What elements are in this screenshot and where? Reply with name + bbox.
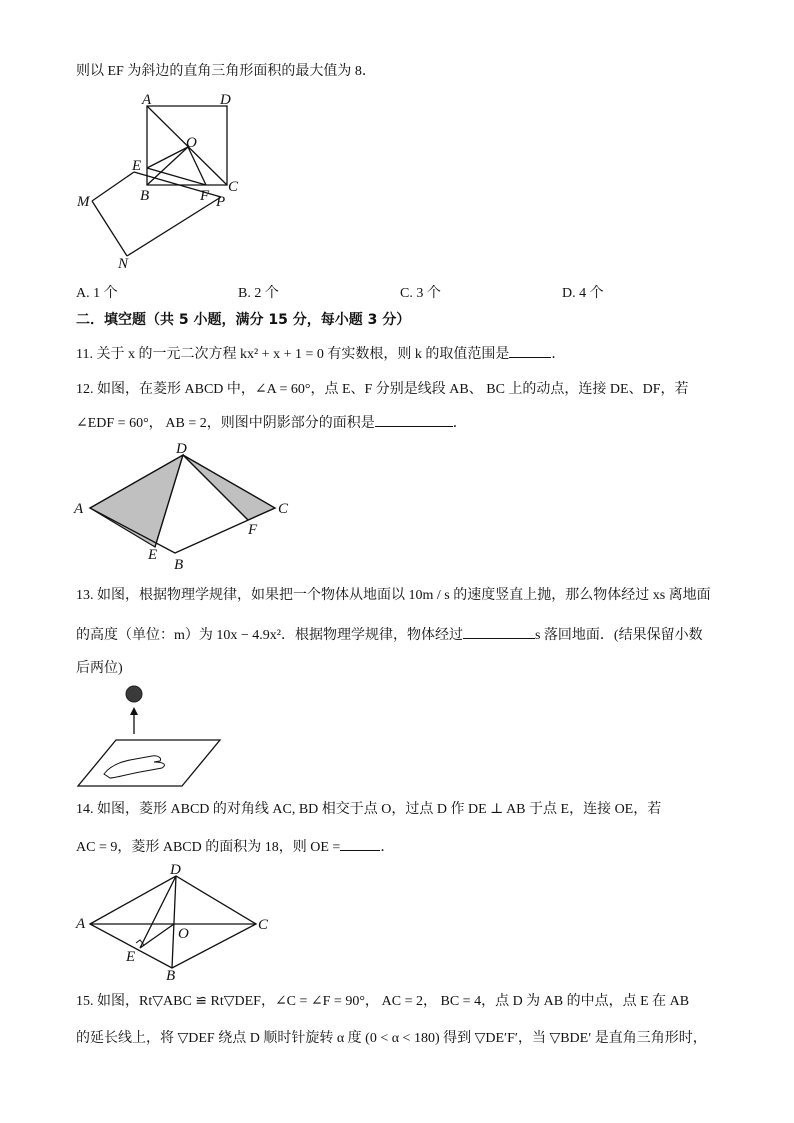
option-b: B. 2 个 (238, 286, 279, 301)
segment-oe (147, 147, 188, 168)
q10-options (76, 282, 676, 302)
option-a: A. 1 个 (76, 286, 118, 301)
label-b: B (174, 557, 184, 573)
q14-text: AC = 9，菱形 ABCD 的面积为 18，则 OE = (76, 840, 341, 855)
label-c: C (228, 179, 239, 195)
label-o: O (178, 926, 189, 942)
q13-answer-blank[interactable] (463, 624, 535, 639)
edge-mn (92, 201, 127, 256)
q12-line-1: 12. 如图，在菱形 ABCD 中，∠A = 60°，点 E、F 分别是线段 AB、 BC 上的动点，连接 DE、DF，若 (76, 382, 689, 397)
label-e: E (148, 547, 158, 563)
label-c: C (258, 917, 269, 933)
q12-answer-blank[interactable] (375, 412, 453, 427)
label-b: B (166, 968, 176, 984)
segment-de (140, 876, 176, 948)
hand-icon (104, 756, 164, 778)
label-f: F (200, 188, 210, 204)
q10-square-figure (70, 88, 270, 274)
q10-conclusion: 则以 EF 为斜边的直角三角形面积的最大值为 8． (76, 64, 376, 79)
q15-line-2: 的延长线上，将 ▽DEF 绕点 D 顺时针旋转 α 度 (0 < α < 180) 得到 ▽DE′F′，当 ▽BDE′ 是直角三角形时， (76, 1031, 707, 1046)
diagonal-bd (172, 876, 176, 968)
label-c: C (278, 501, 289, 517)
label-o: O (186, 135, 197, 151)
q12-end: ． (452, 416, 467, 431)
option-c: C. 3 个 (400, 286, 441, 301)
label-f: F (248, 522, 258, 538)
q11-end: ． (551, 347, 566, 362)
q13-line-1: 13. 如图，根据物理学规律，如果把一个物体从地面以 10m / s 的速度竖直上抛，那么物体经过 xs 离地面 (76, 588, 711, 603)
label-d: D (176, 441, 187, 457)
q12-rhombus-figure (70, 438, 300, 576)
label-m: M (77, 194, 90, 210)
shaded-region-right (183, 455, 275, 520)
q12-text: ∠EDF = 60°， AB = 2，则图中阴影部分的面积是 (76, 416, 375, 431)
segment-oe (140, 924, 174, 948)
q13-line-3: 后两位) (76, 661, 123, 676)
section-2-heading: 二．填空题（共 5 小题，满分 15 分，每小题 3 分） (76, 312, 411, 328)
label-a: A (142, 92, 152, 108)
q14-rhombus-figure (70, 860, 280, 984)
q12-line-2 (76, 412, 467, 434)
segment-of (188, 147, 206, 185)
ground-plane (78, 740, 220, 786)
q14-line-2 (76, 836, 394, 858)
option-d: D. 4 个 (562, 286, 604, 301)
q14-end: ． (380, 840, 395, 855)
label-d: D (220, 92, 231, 108)
edge-me (92, 172, 134, 201)
q13-line-2 (76, 624, 703, 646)
label-e: E (132, 158, 142, 174)
q11-answer-blank[interactable] (509, 343, 551, 358)
label-a: A (76, 916, 86, 932)
question-11 (76, 343, 565, 365)
q13-text-end: s 落回地面．(结果保留小数 (534, 628, 703, 643)
q14-line-1: 14. 如图，菱形 ABCD 的对角线 AC, BD 相交于点 O，过点 D 作 DE ⊥ AB 于点 E，连接 OE，若 (76, 802, 662, 817)
edge-np (127, 197, 221, 256)
arrow-head-icon (130, 707, 138, 715)
label-e: E (126, 949, 136, 965)
label-b: B (140, 188, 150, 204)
label-d: D (170, 862, 181, 878)
q11-text: 11. 关于 x 的一元二次方程 kx² + x + 1 = 0 有实数根，则 k 的取值范围是 (76, 347, 510, 362)
segment-ob (147, 147, 188, 185)
label-n: N (118, 256, 129, 272)
q13-throw-figure (70, 682, 230, 790)
q13-text: 的高度（单位：m）为 10x − 4.9x²．根据物理学规律，物体经过 (76, 628, 463, 643)
q14-answer-blank[interactable] (340, 836, 380, 851)
q15-line-1: 15. 如图，Rt▽ABC ≌ Rt▽DEF，∠C = ∠F = 90°， AC = 2， BC = 4，点 D 为 AB 的中点，点 E 在 AB (76, 994, 690, 1009)
label-a: A (74, 501, 84, 517)
ball-icon (126, 686, 142, 702)
label-p: P (216, 194, 226, 210)
